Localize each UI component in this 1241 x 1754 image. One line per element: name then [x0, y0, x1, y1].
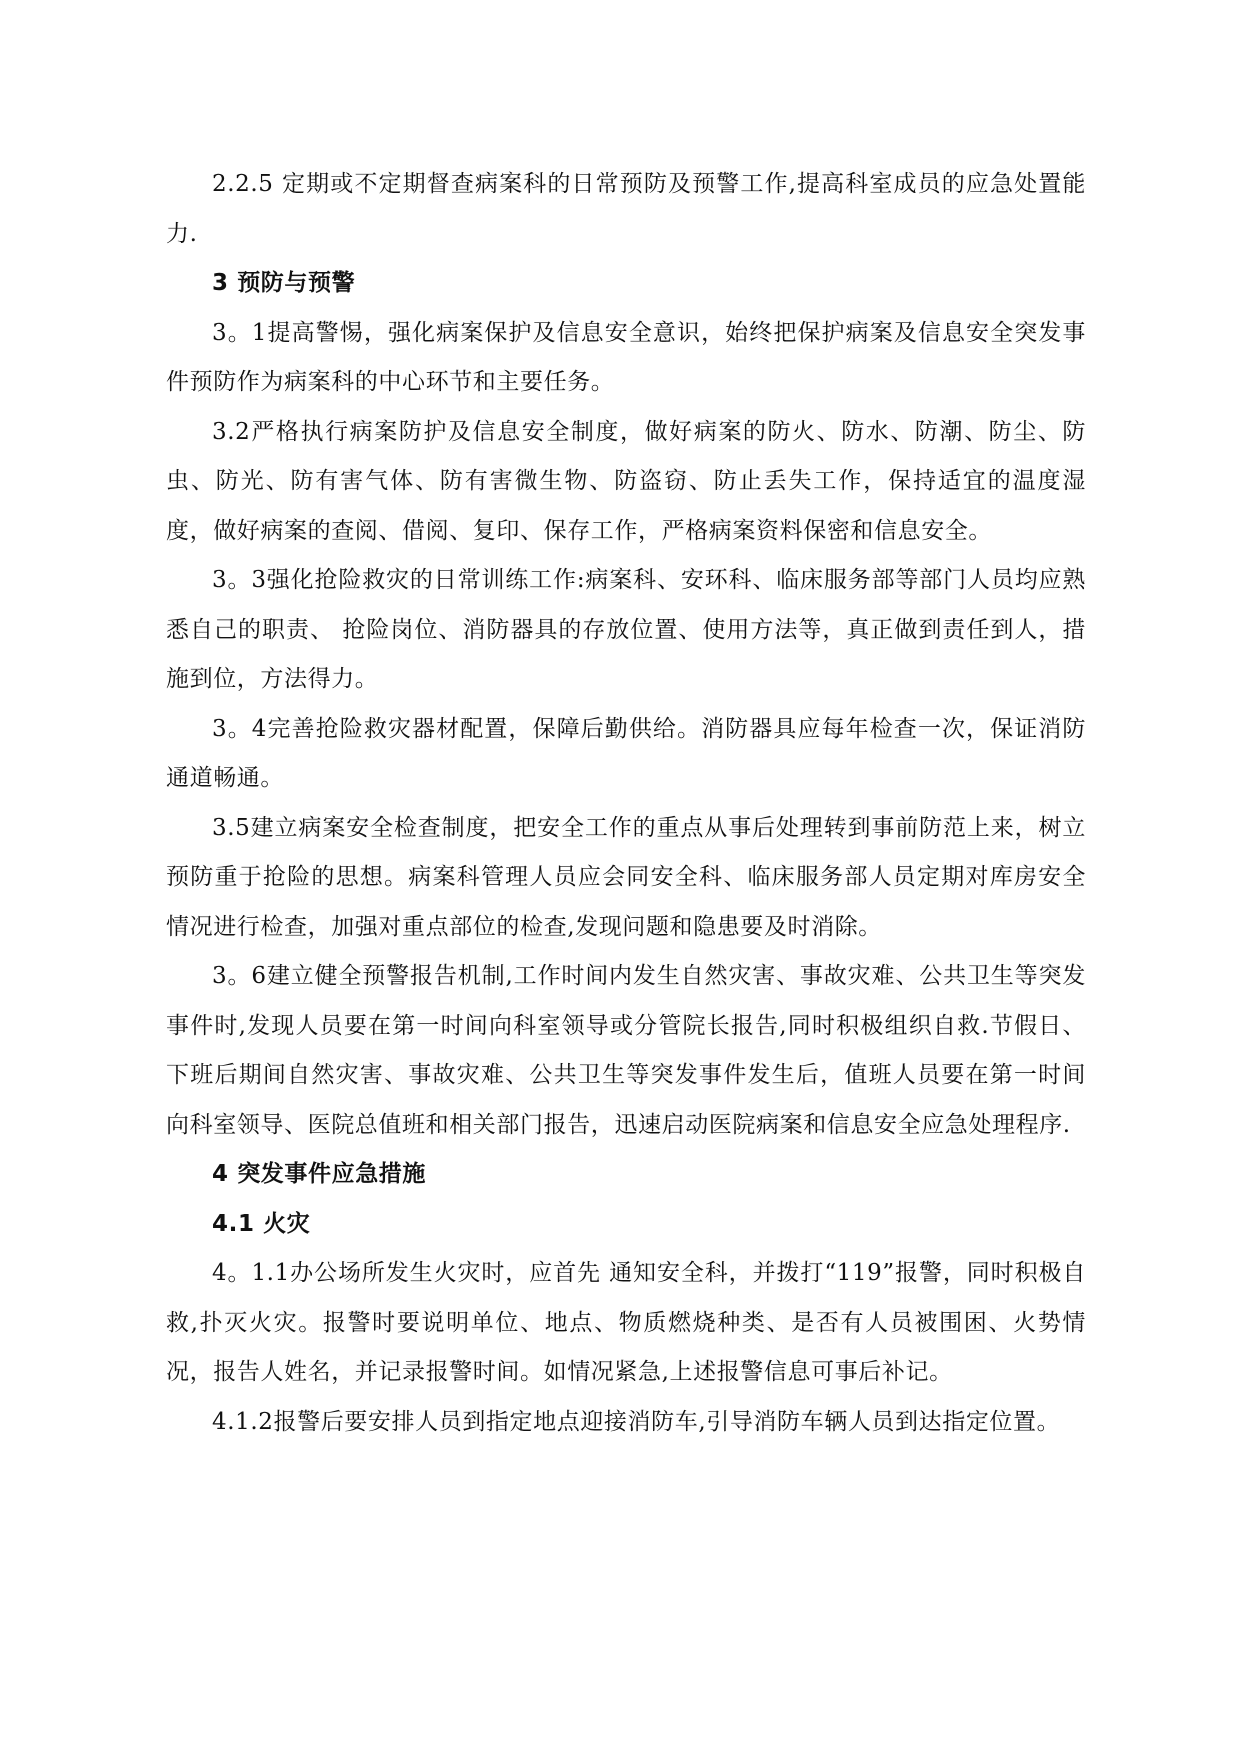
paragraph-3-6: 3。6建立健全预警报告机制,工作时间内发生自然灾害、事故灾难、公共卫生等突发事件时,发现人员要在第一时间向科室领导或分管院长报告,同时积极组织自救.节假日、下班后期间自然灾害、事故灾难、公共卫生等突发事件发生后，值班人员要在第一时间向科室领导、医院总值班和相关部门报告，迅速启动医院病案和信息安全应急处理程序. [166, 963, 1086, 1138]
paragraph-3-3: 3。3强化抢险救灾的日常训练工作:病案科、安环科、临床服务部等部门人员均应熟悉自己的职责、 抢险岗位、消防器具的存放位置、使用方法等，真正做到责任到人，措施到位，方法得力。 [166, 567, 1086, 692]
paragraph-3-2: 3.2严格执行病案防护及信息安全制度，做好病案的防火、防水、防潮、防尘、防虫、防光、防有害气体、防有害微生物、防盗窃、防止丢失工作，保持适宜的温度湿度，做好病案的查阅、借阅、复印、保存工作，严格病案资料保密和信息安全。 [166, 418, 1086, 544]
paragraph-4-1-2: 4.1.2报警后要安排人员到指定地点迎接消防车,引导消防车辆人员到达指定位置。 [212, 1408, 1061, 1435]
paragraph-3-4: 3。4完善抢险救灾器材配置，保障后勤供给。消防器具应每年检查一次，保证消防通道畅通。 [166, 715, 1086, 791]
document-body [166, 160, 1086, 1447]
section-heading-4: 4 突发事件应急措施 [212, 1161, 427, 1187]
subsection-heading-4-1: 4.1 火灾 [212, 1210, 311, 1237]
paragraph-4-1-1: 4。1.1办公场所发生火灾时，应首先 通知安全科，并拨打“119”报警，同时积极自救,扑灭火灾。报警时要说明单位、地点、物质燃烧种类、是否有人员被围困、火势情况，报告人姓名，并记录报警时间。如情况紧急,上述报警信息可事后补记。 [166, 1260, 1086, 1385]
section-heading-3: 3 预防与预警 [212, 270, 356, 296]
paragraph-3-5: 3.5建立病案安全检查制度，把安全工作的重点从事后处理转到事前防范上来，树立预防重于抢险的思想。病案科管理人员应会同安全科、临床服务部人员定期对库房安全情况进行检查，加强对重点部位的检查,发现问题和隐患要及时消除。 [166, 814, 1086, 940]
paragraph-3-1: 3。1提高警惕，强化病案保护及信息安全意识，始终把保护病案及信息安全突发事件预防作为病案科的中心环节和主要任务。 [166, 319, 1086, 395]
paragraph-2-2-5: 2.2.5 定期或不定期督查病案科的日常预防及预警工作,提高科室成员的应急处置能力. [166, 171, 1086, 247]
